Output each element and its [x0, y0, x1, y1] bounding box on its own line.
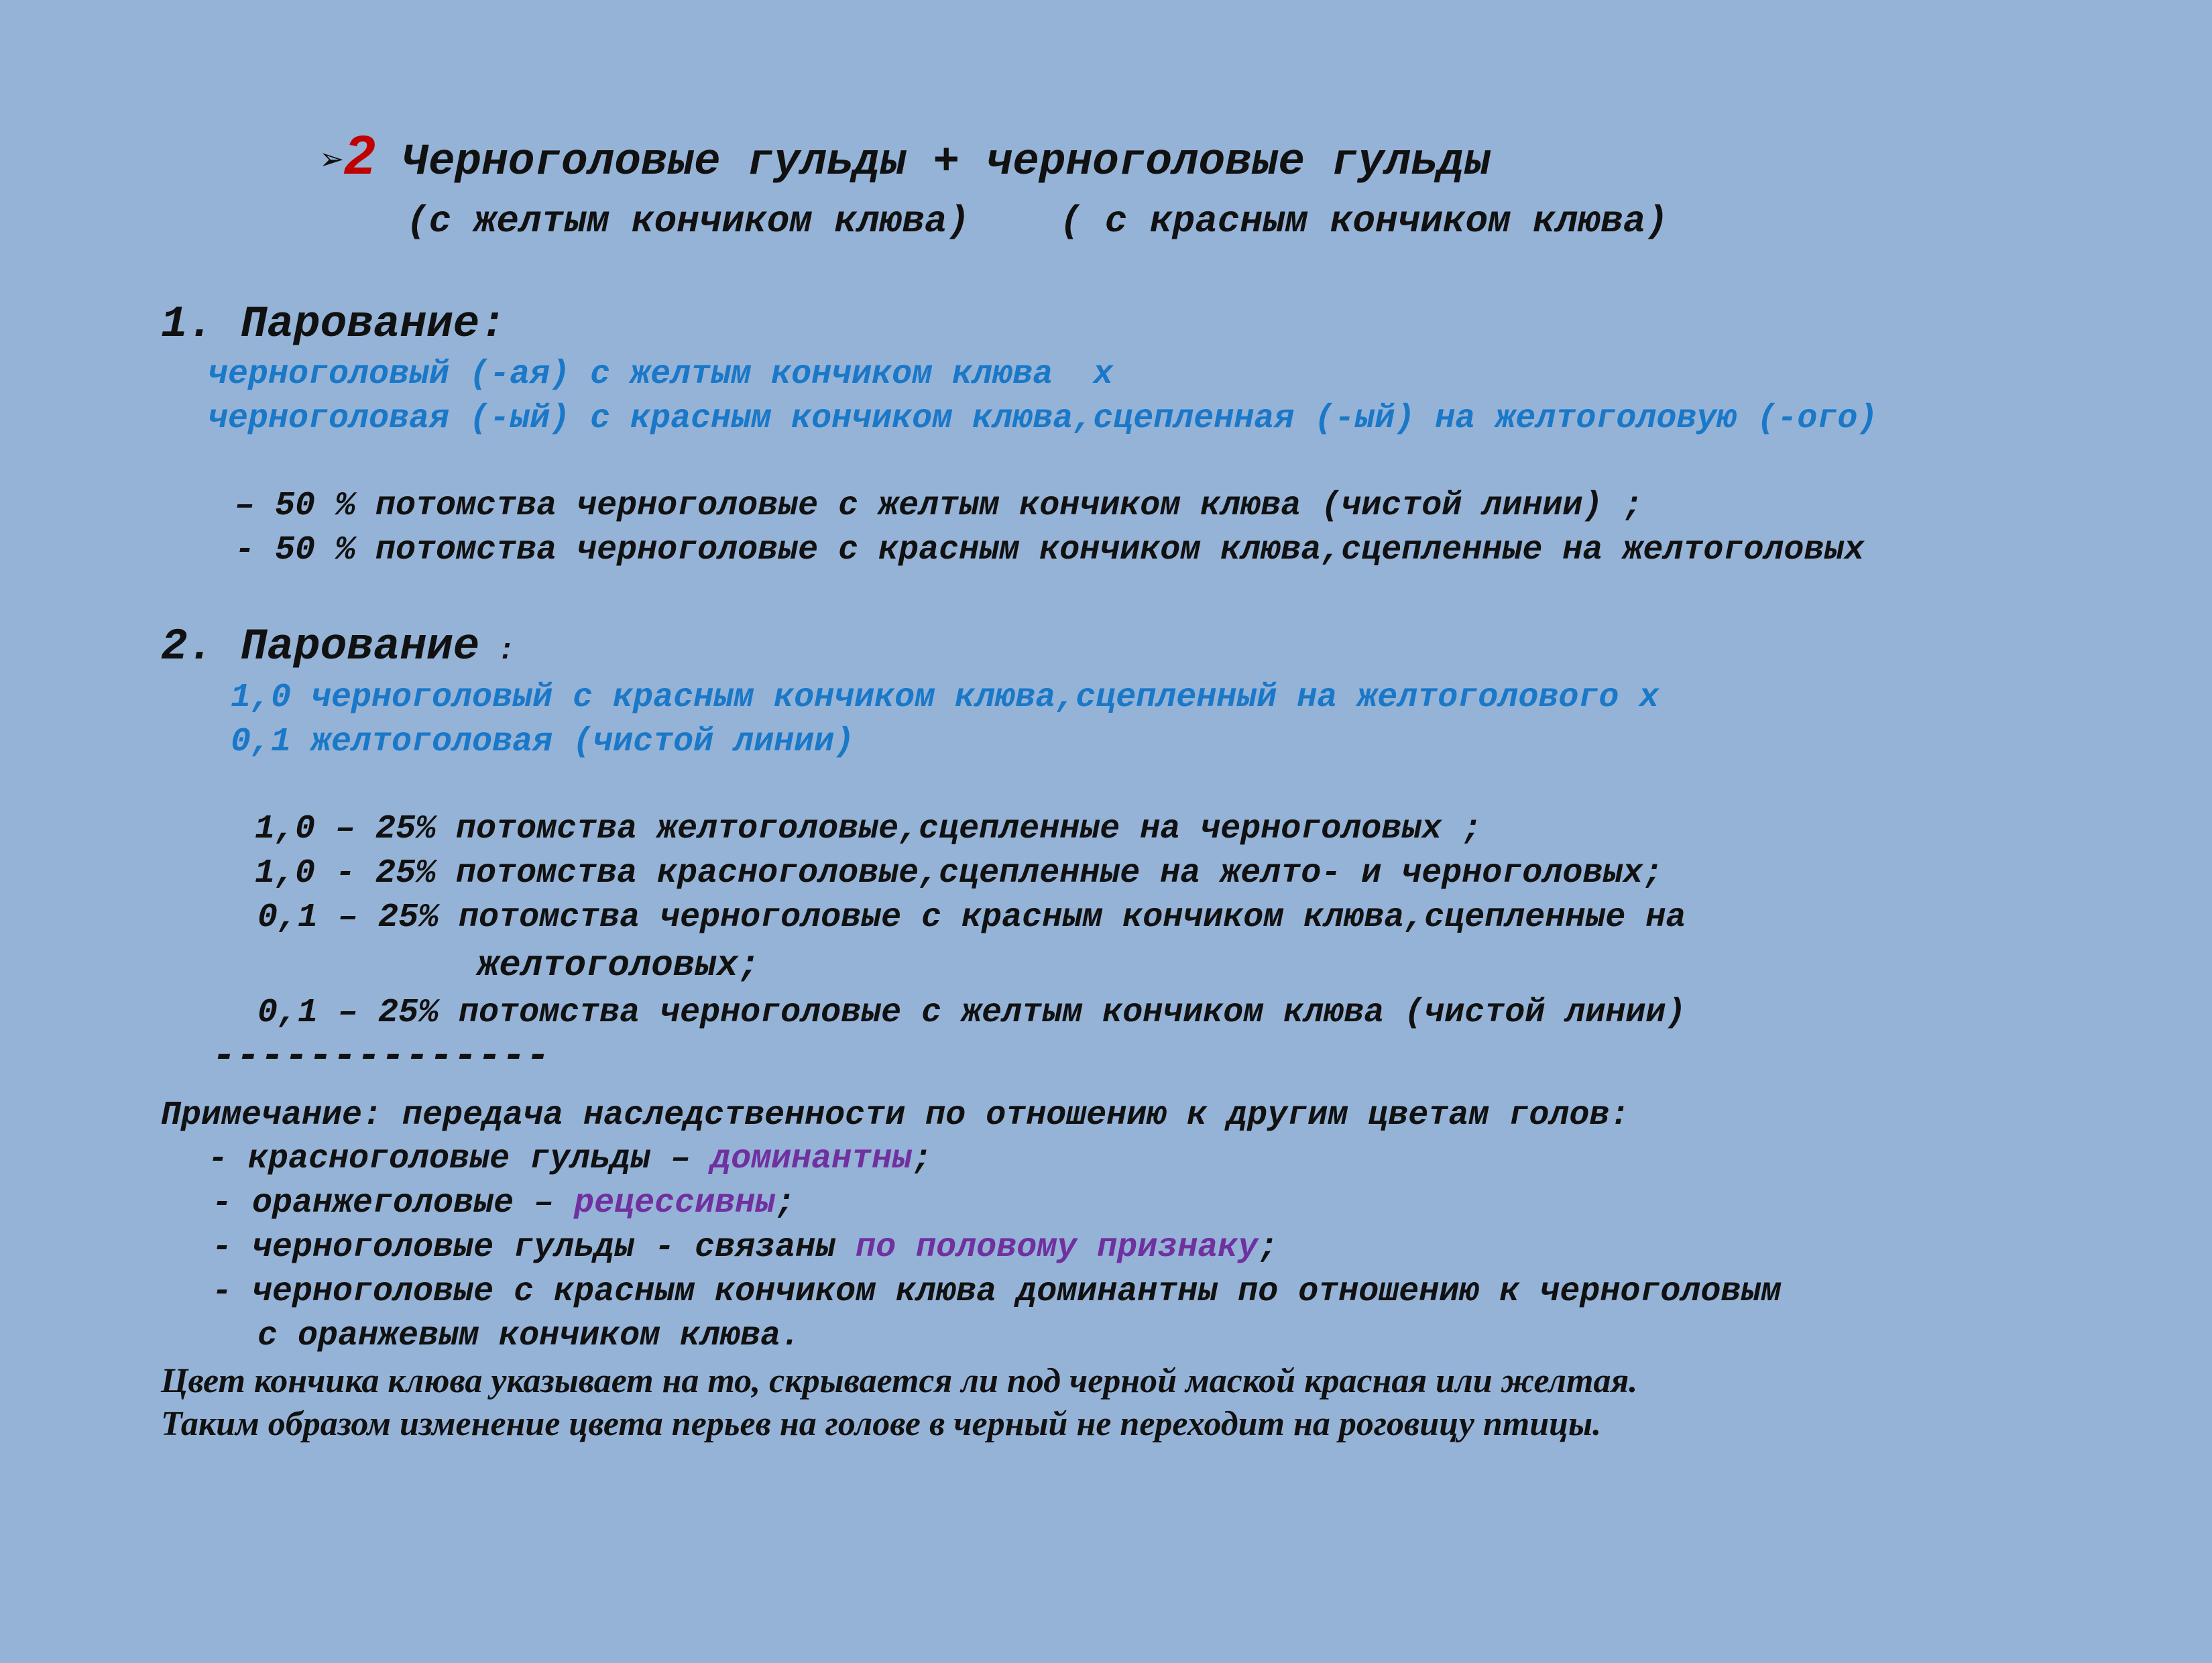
pairing2-offspring-1: 1,0 – 25% потомства желтоголовые,сцепленные на черноголовых ;	[255, 810, 1482, 848]
pairing2-offspring-3: 0,1 – 25% потомства черноголовые с красным кончиком клюва,сцепленные на	[257, 899, 1686, 937]
slide-number: 2	[345, 125, 375, 186]
pairing1-parent-1: черноголовый (-ая) с желтым кончиком клюва х	[208, 355, 1114, 394]
note-item-2: - оранжеголовые – рецессивны;	[212, 1184, 796, 1222]
note-item-1: - красноголовые гульды – доминантны;	[208, 1140, 933, 1178]
arrow-bullet-icon: ➢	[321, 141, 345, 186]
title-text: Черноголовые гульды + черноголовые гульды	[375, 137, 1491, 187]
pairing2-parent-1: 1,0 черноголовый с красным кончиком клюва,сцепленный на желтоголового х	[231, 679, 1660, 717]
separator: --------------	[212, 1034, 550, 1080]
note-intro: Примечание: передача наследственности по отношению к другим цветам голов:	[161, 1096, 1630, 1135]
pairing1-parent-2: черноголовая (-ый) с красным кончиком клюва,сцепленная (-ый) на желтоголовую (-ого)	[208, 400, 1878, 438]
pairing2-offspring-4: 0,1 – 25% потомства черноголовые с желтым кончиком клюва (чистой линии)	[257, 994, 1686, 1032]
note-conclusion-1: Цвет кончика клюва указывает на то, скрывается ли под черной маской красная или желтая.	[161, 1362, 1638, 1400]
pairing1-heading: 1. Парование:	[161, 299, 506, 349]
pairing1-offspring-1: – 50 % потомства черноголовые с желтым кончиком клюва (чистой линии) ;	[235, 487, 1643, 525]
note-item-3: - черноголовые гульды - связаны по половому признаку;	[212, 1228, 1279, 1267]
pairing1-offspring-2: - 50 % потомства черноголовые с красным кончиком клюва,сцепленные на желтоголовых	[235, 531, 1865, 569]
pairing2-offspring-2: 1,0 - 25% потомства красноголовые,сцепленные на желто- и черноголовых;	[255, 854, 1664, 893]
note-item-4-cont: с оранжевым кончиком клюва.	[257, 1317, 801, 1355]
slide-subtitle: (с желтым кончиком клюва) ( с красным кончиком клюва)	[406, 200, 1668, 243]
slide-title	[321, 124, 1491, 187]
note-conclusion-2: Таким образом изменение цвета перьев на голове в черный не переходит на роговицу птицы.	[161, 1405, 1602, 1443]
note-item-4: - черноголовые с красным кончиком клюва доминантны по отношению к черноголовым	[212, 1273, 1782, 1311]
pairing2-offspring-3-cont: желтоголовых;	[477, 945, 760, 986]
pairing2-parent-2: 0,1 желтоголовая (чистой линии)	[231, 723, 855, 761]
pairing2-heading: 2. Парование :	[161, 622, 516, 672]
